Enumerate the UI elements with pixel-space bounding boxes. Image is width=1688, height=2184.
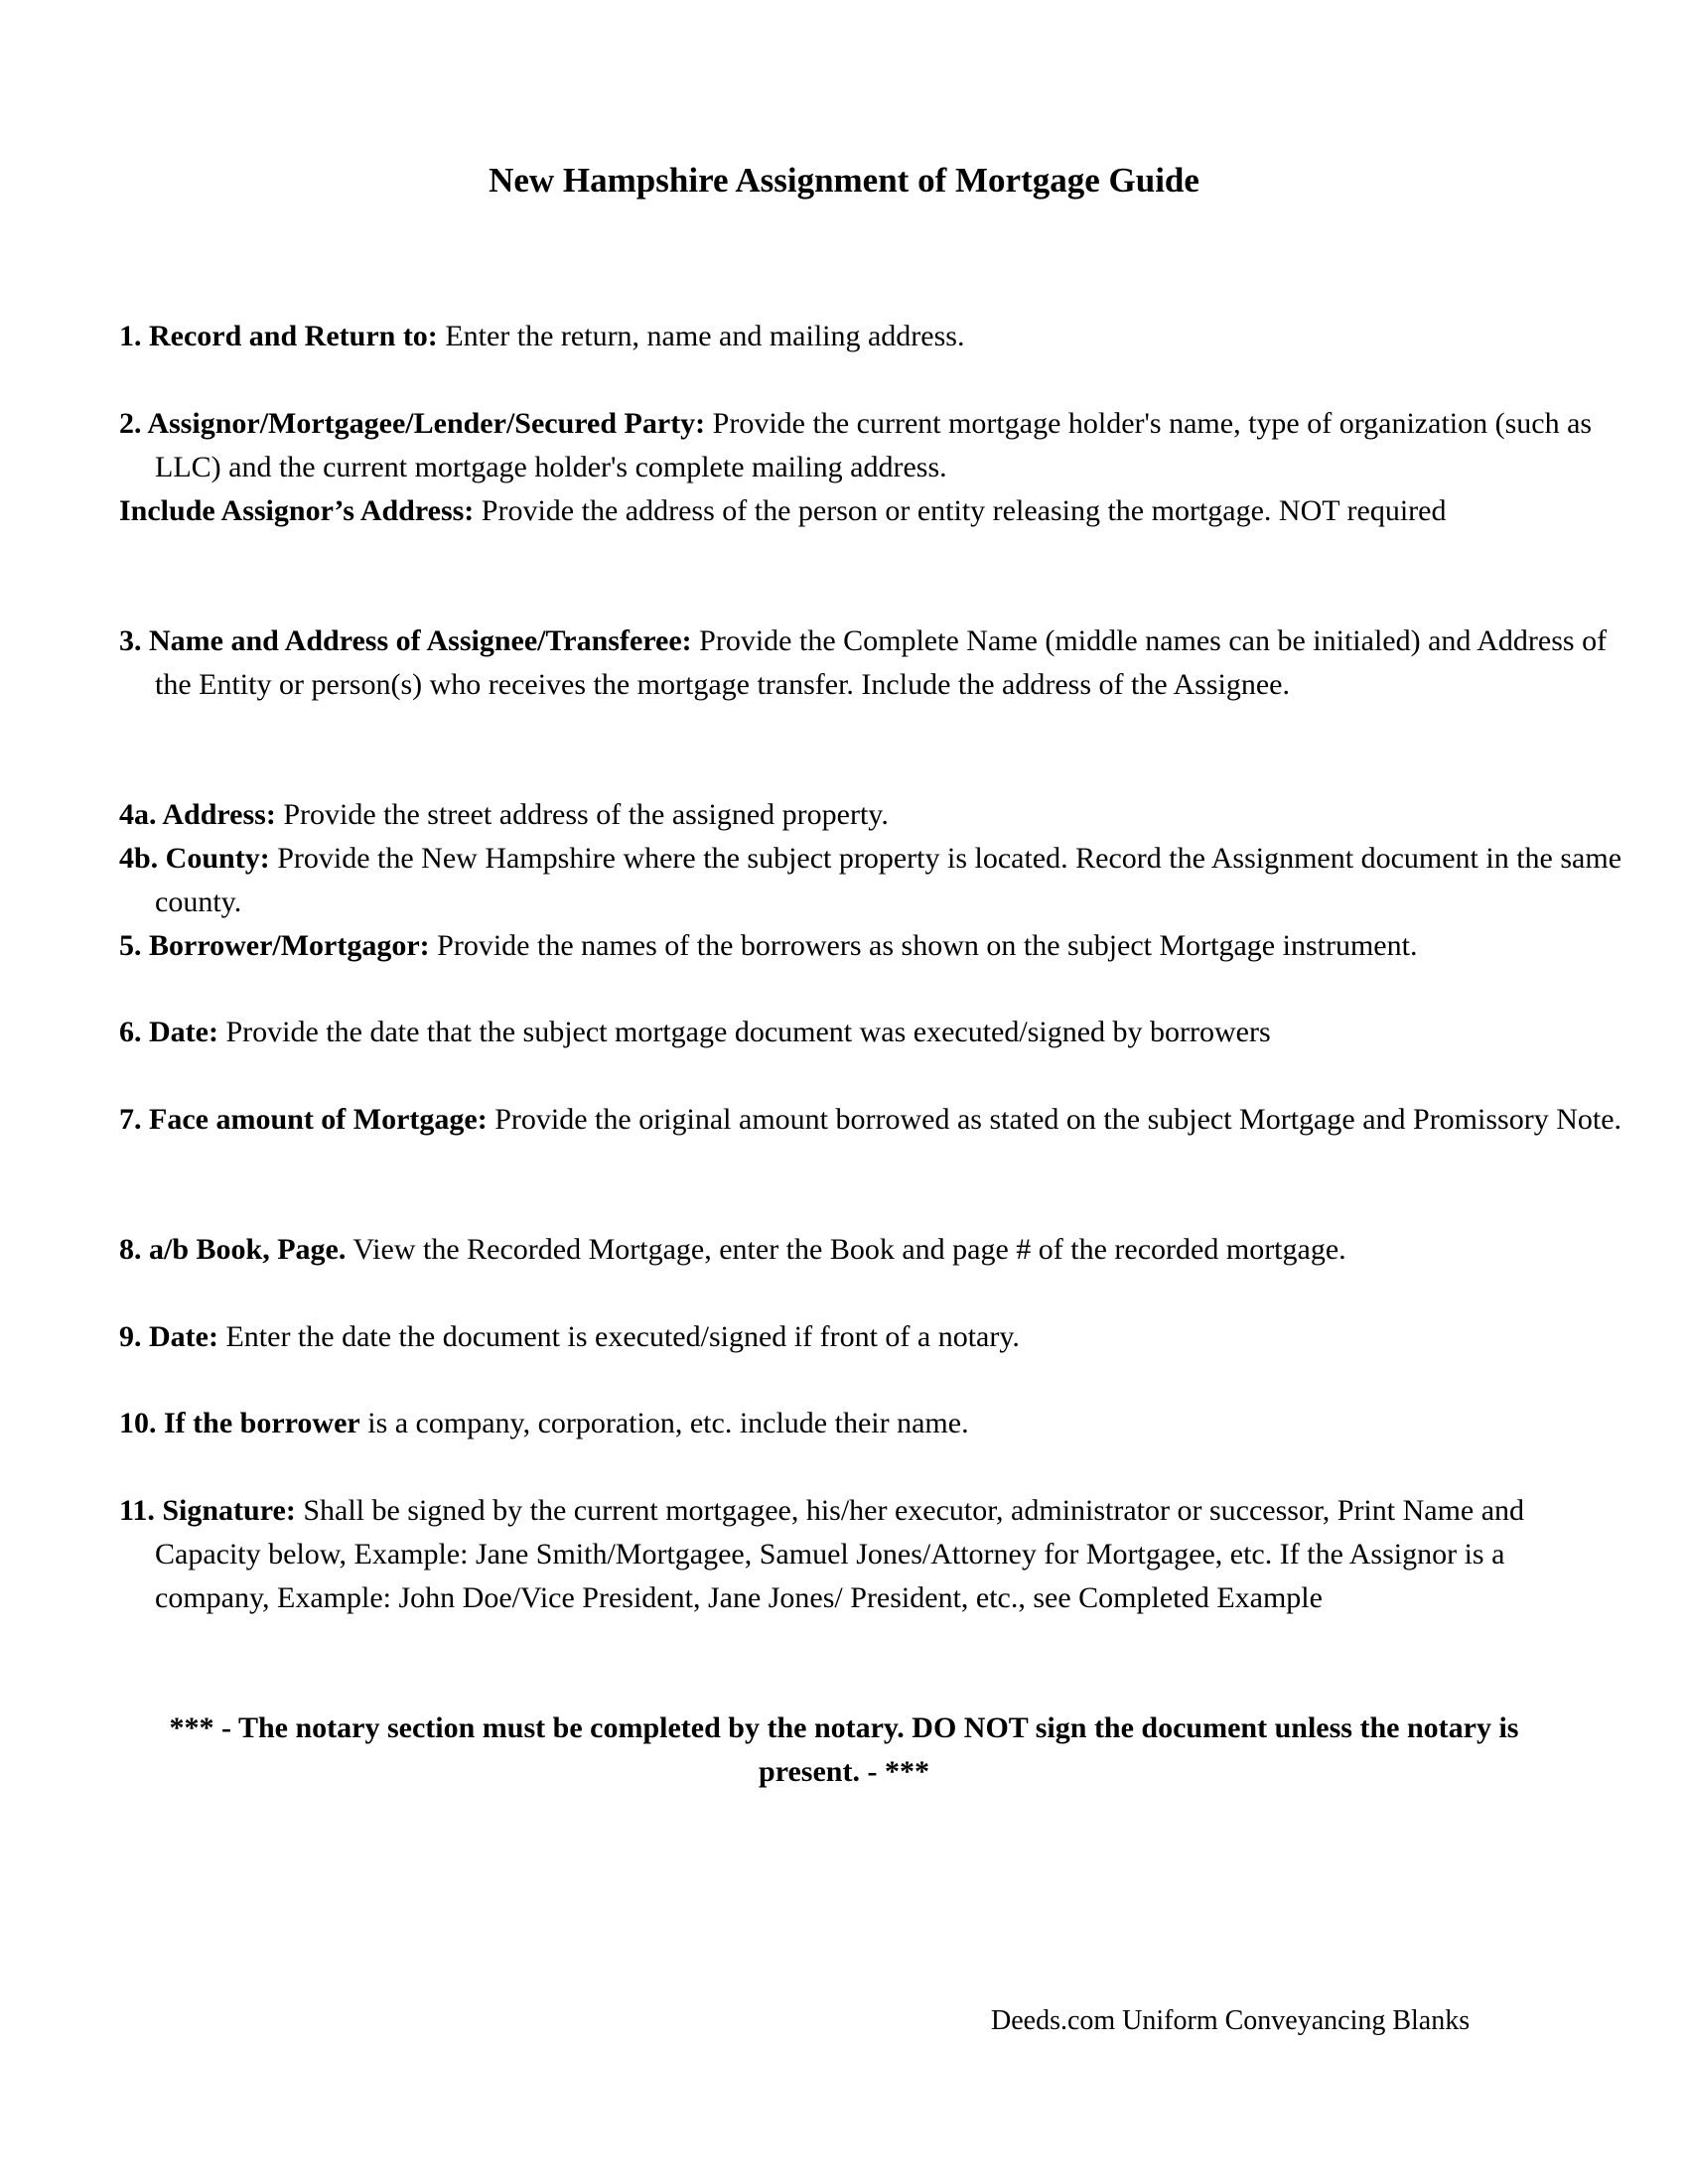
guide-item-mortgage-date: [119, 1011, 1624, 1054]
item-text: Shall be signed by the current mortgagee, his/her executor, administrator or successor, Print Name and Capacity below, Example: Jane Smith/Mortgagee, Samuel Jones/Attorney for Mortgagee, etc. If the Assignor is a company, Example: John Doe/Vice President, Jane Jones/ President, etc., see Completed Example: [155, 1494, 1525, 1614]
item-text: Enter the date the document is executed/signed if front of a notary.: [217, 1320, 1020, 1353]
item-label: Include Assignor’s Address:: [119, 494, 475, 527]
item-text: Provide the current mortgage holder's name, type of organization (such as LLC) and the current mortgage holder's complete mailing address.: [155, 407, 1593, 483]
guide-item-book-page: [119, 1228, 1624, 1272]
item-text: Enter the return, name and mailing address.: [437, 320, 965, 352]
item-text: Provide the street address of the assigned property.: [275, 798, 889, 831]
guide-item-execution-date: [119, 1315, 1624, 1359]
guide-item-borrower-company: [119, 1402, 1624, 1445]
item-text: Provide the address of the person or entity releasing the mortgage. NOT required: [474, 494, 1447, 527]
notary-notice: *** - The notary section must be completed by the notary. DO NOT sign the document unless the notary is present. - ***: [169, 1711, 1519, 1788]
guide-item-face-amount: [119, 1098, 1624, 1142]
item-label: 11. Signature:: [119, 1494, 296, 1527]
item-label: 5. Borrower/Mortgagor:: [119, 929, 430, 962]
guide-item-assignor: [119, 402, 1624, 489]
guide-item-assignor-address: [119, 489, 1624, 533]
item-label: 4b. County:: [119, 842, 270, 875]
guide-item-assignee: [119, 619, 1624, 707]
item-text: is a company, corporation, etc. include their name.: [359, 1407, 969, 1439]
guide-item-property-address: [119, 793, 1624, 837]
item-text: Provide the original amount borrowed as stated on the subject Mortgage and Promissory Note.: [487, 1103, 1622, 1136]
guide-item-record-and-return: [119, 315, 1624, 358]
item-label: 9. Date:: [119, 1320, 218, 1353]
item-label: 2. Assignor/Mortgagee/Lender/Secured Party:: [119, 407, 706, 440]
item-label: 8. a/b Book, Page.: [119, 1233, 347, 1266]
item-text: Provide the date that the subject mortgage document was executed/signed by borrowers: [217, 1016, 1271, 1048]
item-label: 3. Name and Address of Assignee/Transferee:: [119, 624, 692, 657]
guide-item-signature: [119, 1489, 1624, 1620]
item-label: 10. If the borrower: [119, 1407, 360, 1439]
item-text: Provide the New Hampshire where the subject property is located. Record the Assignment document in the same county.: [155, 842, 1622, 918]
footer-text: Deeds.com Uniform Conveyancing Blanks: [991, 2005, 1471, 2036]
guide-item-borrower: [119, 924, 1624, 968]
item-text: Provide the Complete Name (middle names can be initialed) and Address of the Entity or person(s) who receives the mortgage transfer. Include the address of the Assignee.: [155, 624, 1608, 701]
item-text: Provide the names of the borrowers as shown on the subject Mortgage instrument.: [429, 929, 1418, 962]
guide-item-county: [119, 837, 1624, 924]
item-text: View the Recorded Mortgage, enter the Book and page # of the recorded mortgage.: [346, 1233, 1346, 1266]
item-label: 7. Face amount of Mortgage:: [119, 1103, 488, 1136]
page-title: New Hampshire Assignment of Mortgage Guide: [489, 161, 1199, 200]
item-label: 1. Record and Return to:: [119, 320, 438, 352]
item-label: 6. Date:: [119, 1016, 218, 1048]
item-label: 4a. Address:: [119, 798, 276, 831]
